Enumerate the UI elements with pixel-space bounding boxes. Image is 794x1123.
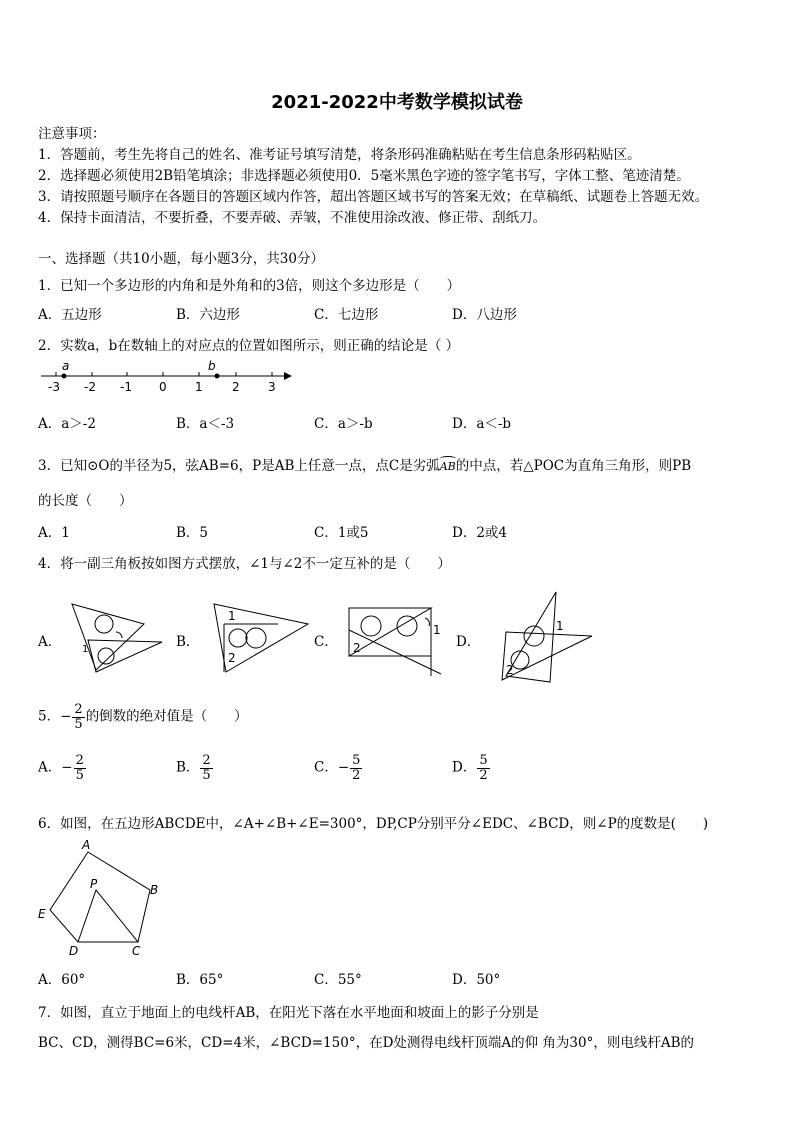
q5-option-a[interactable]: [38, 754, 87, 782]
point-a-dot: [62, 374, 67, 379]
q3-option-d[interactable]: D．2或4: [452, 525, 508, 541]
q5-option-b[interactable]: [176, 754, 214, 782]
option-letter: B．: [176, 759, 200, 776]
fraction-numerator: 2: [202, 753, 211, 768]
option-fraction: [74, 754, 86, 782]
q5-option-c[interactable]: [314, 754, 363, 782]
q2-option-a[interactable]: A．a＞-2: [38, 416, 96, 432]
q3-option-b[interactable]: B．5: [176, 525, 209, 541]
q4-figure-b: [208, 598, 313, 678]
arc-ab-label: AB: [439, 460, 456, 473]
q5-prefix: 5．: [38, 708, 61, 725]
q4-option-b[interactable]: B．: [176, 634, 200, 650]
point-b-label: b: [208, 359, 216, 373]
point-b-dot: [215, 374, 220, 379]
angle-label: 1: [433, 623, 441, 637]
q3-stem-part2: 的中点，若△POC为直角三角形，则PB: [455, 458, 692, 474]
q4-figure-a: [66, 598, 166, 678]
fraction-numerator: 2: [74, 702, 83, 717]
fraction-numerator: 2: [75, 753, 84, 768]
fraction-denominator: 5: [202, 767, 211, 783]
q4-option-a[interactable]: A．: [38, 634, 62, 650]
q5-option-d[interactable]: [452, 754, 491, 782]
axis-tick-label: 3: [268, 380, 276, 394]
option-fraction: [350, 754, 362, 782]
vertex-label: P: [90, 877, 98, 891]
question-7-stem-line2: BC、CD，测得BC=6米，CD=4米，∠BCD=150°，在D处测得电线杆顶端A的仰 角为30°，则电线杆AB的: [38, 1035, 695, 1051]
section-heading: 一、选择题（共10小题，每小题3分，共30分）: [38, 251, 324, 267]
fraction-denominator: 2: [479, 767, 488, 783]
page-title: 2021-2022中考数学模拟试卷: [271, 92, 523, 113]
q4-figure-d: [496, 588, 600, 688]
angle-label: 2: [228, 651, 236, 665]
q2-option-b[interactable]: B．a＜-3: [176, 416, 235, 432]
option-sign: −: [337, 759, 350, 776]
vertex-label: B: [150, 883, 159, 897]
q2-option-c[interactable]: C．a＞-b: [314, 416, 373, 432]
q5-fraction: [72, 703, 84, 731]
q5-minus: −: [60, 708, 72, 725]
vertex-label: A: [82, 838, 91, 852]
option-fraction: [477, 754, 489, 782]
q6-option-d[interactable]: D．50°: [452, 972, 501, 988]
question-3-stem-line2: 的长度（ ）: [38, 493, 133, 509]
angle-label: 2: [506, 663, 514, 677]
notice-item: 3．请按照题号顺序在各题目的答题区域内作答，超出答题区域书写的答案无效；在草稿纸、试题卷上答题无效。: [38, 189, 709, 205]
question-4-stem: 4．将一副三角板按如图方式摆放，∠1与∠2不一定互补的是（ ）: [38, 556, 451, 572]
q6-option-b[interactable]: B．65°: [176, 972, 224, 988]
question-1-stem: 1．已知一个多边形的内角和是外角和的3倍，则这个多边形是（ ）: [38, 278, 461, 294]
axis-tick-label: -2: [84, 380, 96, 394]
q1-option-b[interactable]: B．六边形: [176, 307, 240, 323]
fraction-numerator: 5: [479, 753, 488, 768]
q3-option-a[interactable]: A．1: [38, 525, 70, 541]
fraction-denominator: 5: [75, 767, 84, 783]
angle-label: 1: [228, 609, 236, 623]
vertex-label: E: [38, 907, 46, 921]
axis-tick-label: 0: [159, 380, 167, 394]
question-2-stem: 2．实数a，b在数轴上的对应点的位置如图所示，则正确的结论是（ ）: [38, 338, 460, 354]
notice-item: 4．保持卡面清洁，不要折叠，不要弄破、弄皱，不准使用涂改液、修正带、刮纸刀。: [38, 210, 547, 226]
vertex-label: C: [132, 944, 141, 958]
q4-figure-c: [343, 600, 448, 680]
fraction-denominator: 5: [74, 716, 83, 732]
point-a-label: a: [62, 359, 70, 373]
angle-label: 1: [82, 644, 89, 655]
question-7-stem: 7．如图，直立于地面上的电线杆AB，在阳光下落在水平地面和坡面上的影子分别是: [38, 1005, 539, 1021]
arc-ab: [440, 456, 456, 473]
q3-option-c[interactable]: C．1或5: [314, 525, 369, 541]
q6-option-c[interactable]: C．55°: [314, 972, 362, 988]
axis-tick-label: 1: [195, 380, 203, 394]
number-line-figure: [36, 356, 296, 396]
angle-label: 1: [556, 619, 564, 633]
vertex-label: D: [69, 944, 79, 958]
fraction-numerator: 5: [352, 753, 361, 768]
option-sign: −: [61, 759, 73, 776]
q3-stem-part1: 3．已知⊙O的半径为5，弦AB=6，P是AB上任意一点，点C是劣弧: [38, 458, 440, 474]
axis-tick-label: 2: [232, 380, 240, 394]
q2-option-d[interactable]: D．a＜-b: [452, 416, 512, 432]
q1-option-d[interactable]: D．八边形: [452, 307, 517, 323]
axis-tick-label: -3: [48, 380, 60, 394]
question-6-stem: 6．如图，在五边形ABCDE中，∠A+∠B+∠E=300°，DP,CP分别平分∠EDC、∠BCD，则∠P的度数是( ): [38, 816, 709, 832]
option-letter: D．: [452, 759, 477, 776]
option-letter: C．: [314, 759, 338, 776]
q1-option-c[interactable]: C．七边形: [314, 307, 379, 323]
axis-tick-label: -1: [120, 380, 132, 394]
q4-option-c[interactable]: C．: [314, 634, 338, 650]
angle-label: 2: [353, 641, 361, 655]
q4-option-d[interactable]: D．: [456, 634, 481, 650]
question-3-stem: [38, 454, 691, 474]
q1-option-a[interactable]: A．五边形: [38, 307, 102, 323]
notice-item: 2．选择题必须使用2B铅笔填涂；非选择题必须使用0．5毫米黑色字迹的签字笔书写，字体工整、笔迹清楚。: [38, 168, 690, 184]
pentagon-figure: [34, 838, 174, 960]
question-5-stem: [38, 703, 248, 731]
option-fraction: [200, 754, 212, 782]
fraction-denominator: 2: [352, 767, 361, 783]
q5-suffix: 的倒数的绝对值是（ ）: [85, 708, 248, 725]
option-letter: A．: [38, 759, 62, 776]
notice-item: 1．答题前，考生先将自己的姓名、准考证号填写清楚，将条形码准确粘贴在考生信息条形码粘贴区。: [38, 147, 641, 163]
notice-heading: 注意事项：: [38, 126, 106, 142]
q6-option-a[interactable]: A．60°: [38, 972, 86, 988]
